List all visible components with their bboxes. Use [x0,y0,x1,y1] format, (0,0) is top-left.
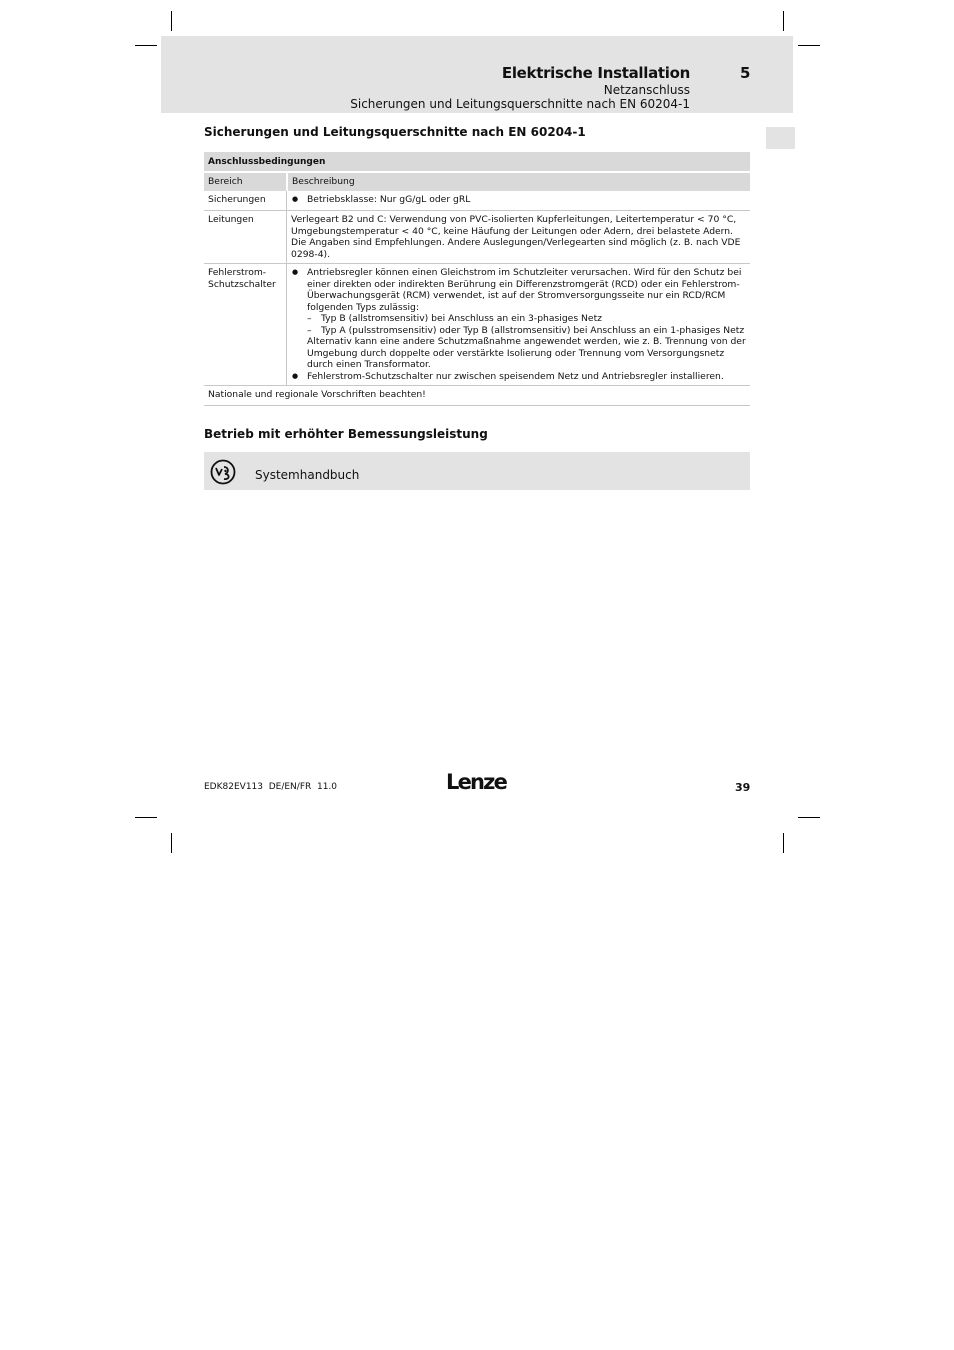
row-paragraph: Alternativ kann eine andere Schutzmaßnahme angewendet werden, wie z. B. Trennung von der Umgebung durch doppelte oder verstärkte Isolierung oder Trennung vom Versorgungsnetz durch einen Transformator. [307,336,746,370]
row-label: Fehlerstrom-Schutzschalter [204,264,287,385]
book-reference-icon [210,459,236,485]
crop-mark [783,833,784,853]
document-code: EDK82EV113 DE/EN/FR 11.0 [204,782,338,792]
crop-mark [798,817,820,818]
table-header-row [204,173,750,191]
lenze-logo: Lenze [446,770,507,794]
column-header-description: Beschreibung [292,176,355,187]
row-label: Leitungen [204,211,287,263]
section-heading: Sicherungen und Leitungsquerschnitte nach EN 60204-1 [204,125,586,139]
row-label: Sicherungen [204,191,287,210]
reference-text: Systemhandbuch [255,468,360,482]
table-row [204,264,750,386]
table-row [204,191,750,211]
chapter-number: 5 [740,64,751,82]
crop-mark [135,45,157,46]
bullet-item: ● Betriebsklasse: Nur gG/gL oder gRL [291,194,746,206]
dash-item: – Typ A (pulsstromsensitiv) oder Typ B (allstromsensitiv) bei Anschluss an ein 1-phasiges Netz [307,325,746,337]
chapter-title: Elektrische Installation [501,64,690,82]
crop-mark [171,11,172,31]
chapter-tab [766,127,795,149]
bullet-item: ● Fehlerstrom-Schutzschalter nur zwischen speisendem Netz und Antriebsregler installieren. [291,371,746,383]
row-text: Verlegeart B2 und C: Verwendung von PVC-isolierten Kupferleitungen, Leitertemperatur < 70 °C, Umgebungstemperatur < 40 °C, keine Häufung der Leitungen oder Adern, drei belastete Adern. Die Angaben sind Empfehlungen. Andere Auslegungen/Verlegearten sind möglich (z. B. nach VDE 0298-4). [291,214,741,260]
subsection-subtitle: Sicherungen und Leitungsquerschnitte nach EN 60204-1 [350,97,690,111]
bullet-item: ● Antriebsregler können einen Gleichstrom im Schutzleiter verursachen. Wird für den Schutz bei einer direkten oder indirekten Berührung ein Differenzstromgerät (RCD) oder ein Fehlerstrom-Überwachungsgerät (RCM) verwendet, ist auf der Stromversorgungsseite nur ein RCD/RCM folgenden Typs zulässig: [291,267,746,313]
crop-mark [783,11,784,31]
page-number: 39 [735,781,751,794]
crop-mark [798,45,820,46]
section-heading: Betrieb mit erhöhter Bemessungsleistung [204,427,488,441]
section-subtitle: Netzanschluss [603,83,690,97]
connection-conditions-table [204,152,750,406]
column-header-area: Bereich [204,173,288,191]
crop-mark [171,833,172,853]
table-footer-note: Nationale und regionale Vorschriften beachten! [204,386,750,406]
table-row [204,211,750,264]
table-caption: Anschlussbedingungen [204,152,750,171]
crop-mark [135,817,157,818]
dash-item: – Typ B (allstromsensitiv) bei Anschluss an ein 3-phasiges Netz [307,313,746,325]
